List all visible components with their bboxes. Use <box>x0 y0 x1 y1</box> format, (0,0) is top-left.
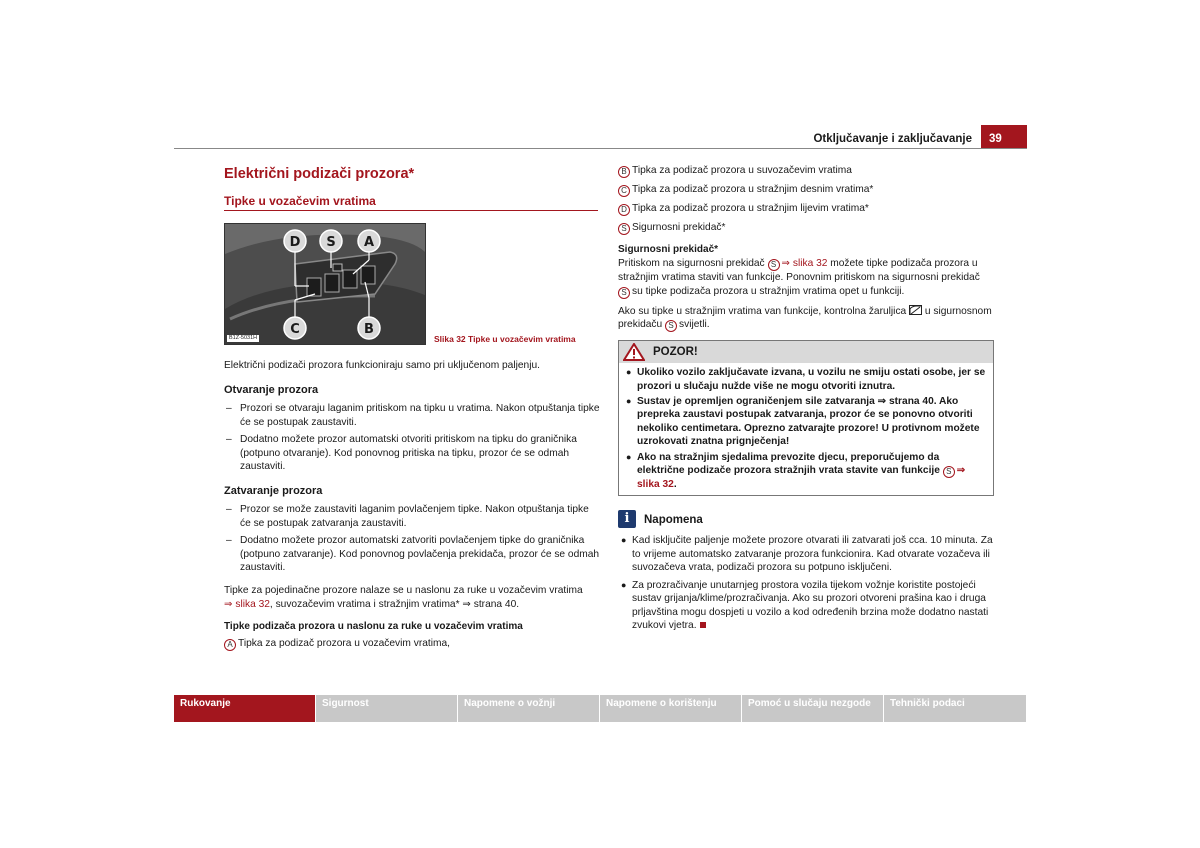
tab-rukovanje[interactable]: Rukovanje <box>174 695 316 722</box>
footer-navigation <box>174 695 1027 722</box>
armrest-heading: Tipke podizača prozora u naslonu za ruke u vozačevim vratima <box>224 621 523 633</box>
figure-label-a: A <box>363 235 375 250</box>
right-column <box>618 164 994 632</box>
safety-paragraph-1: Pritiskom na sigurnosni prekidač S ⇒ slika 32 možete tipke podizača prozora u stražnjim vratima staviti van funkcije. Ponovnim pritiskom na sigurnosni prekidač S su tipke podizača prozora u stražnjim vratima opet u funkciji. <box>618 258 980 297</box>
left-column <box>224 162 600 651</box>
figure-label-c: C <box>290 322 300 337</box>
page-number: 39 <box>981 125 1027 149</box>
warning-item: ● Sustav je opremljen ograničenjem sile zatvaranja ⇒ strana 40. Ako prepreka zaustavi postupak zatvaranja, prozor će se ponovno otvoriti nekoliko centimetara. Oprezno zatvarajte prozore! U protivnom možete uzrokovati znatna prignječenja! <box>626 396 980 448</box>
warning-box <box>618 340 994 496</box>
window-lock-indicator-icon <box>909 305 922 315</box>
tab-pomoc-u-slucaju-nezgode[interactable]: Pomoć u slučaju nezgode <box>742 695 884 722</box>
figure-link[interactable]: ⇒ slika 32 <box>224 598 270 610</box>
note-item: ● Kad isključite paljenje možete prozore otvarati ili zatvarati još cca. 10 minuta. Za to vrijeme automatsko zatvaranje prozora funkcionira. Kad otvarate vozačeva ili suvozačeva vrata, podizači prozora su potpuno isključeni. <box>621 535 993 574</box>
note-item: ● Za prozračivanje unutarnjeg prostora vozila tijekom vožnje koristite postojeći sustav grijanja/klime/prozračivanja. Ako su prozori otvoreni prašina kao i druga prljavština mogu dospjeti u vozilo a kod određenih brzina može dodatno nastati zvukovi vjetra. <box>621 579 989 631</box>
tab-napomene-o-voznji[interactable]: Napomene o vožnji <box>458 695 600 722</box>
info-icon: i <box>618 510 636 528</box>
opening-heading: Otvaranje prozora <box>224 384 319 397</box>
tab-napomene-o-koristenju[interactable]: Napomene o korištenju <box>600 695 742 722</box>
tab-tehnicki-podaci[interactable]: Tehnički podaci <box>884 695 1026 722</box>
opening-item: – Dodatno možete prozor automatski otvoriti pritiskom na tipku do graničnika (potpuno otvaranje). Kod ponovnog pritiska na tipku, prozor će se odmah zaustaviti. <box>226 434 577 473</box>
key-item-d: D Tipka za podizač prozora u stražnjim lijevim vratima* <box>618 202 994 216</box>
figure-block <box>224 223 600 345</box>
warning-triangle-icon <box>623 343 645 361</box>
figure-code: B1Z-5031H <box>229 335 258 341</box>
figure-link[interactable]: ⇒ slika 32 <box>781 258 828 270</box>
door-buttons-figure <box>224 223 426 345</box>
section-title: Električni podizači prozora* <box>224 166 415 182</box>
key-badge-a: A <box>224 639 236 651</box>
section-subtitle: Tipke u vozačevim vratima <box>224 193 598 211</box>
figure-label-s: S <box>326 235 336 250</box>
tab-sigurnost[interactable]: Sigurnost <box>316 695 458 722</box>
location-paragraph: Tipke za pojedinačne prozore nalaze se u naslonu za ruke u vozačevim vratima ⇒ slika 32, suvozačevim vratima i stražnjim vratima* ⇒ strana 40. <box>224 585 583 610</box>
warning-item: ● Ukoliko vozilo zaključavate izvana, u vozilu ne smiju ostati osobe, jer se prozori u slučaju nužde više ne mogu otvoriti iznutra. <box>626 367 986 392</box>
closing-item: – Prozor se može zaustaviti laganim povlačenjem tipke. Nakon otpuštanja tipke će se postupak zatvaranja zaustaviti. <box>226 504 589 529</box>
key-item-b: B Tipka za podizač prozora u suvozačevim vratima <box>618 164 994 178</box>
warning-title: POZOR! <box>653 346 698 359</box>
key-item-a: A Tipka za podizač prozora u vozačevim vratima, <box>224 637 600 651</box>
figure-label-d: D <box>289 235 301 250</box>
safety-paragraph-2: Ako su tipke u stražnjim vratima van funkcije, kontrolna žaruljica u sigurnosnom prekidaču S svijetli. <box>618 305 992 331</box>
chapter-title: Otključavanje i zaključavanje <box>813 133 972 145</box>
key-item-c: C Tipka za podizač prozora u stražnjim desnim vratima* <box>618 183 994 197</box>
figure-link[interactable]: ⇒ slika 32 <box>637 465 966 491</box>
note-title: Napomena <box>644 514 703 527</box>
warning-body <box>619 363 993 495</box>
figure-caption: Slika 32 Tipke u vozačevim vratima <box>434 334 576 344</box>
door-panel-illustration <box>225 224 426 345</box>
opening-item: – Prozori se otvaraju laganim pritiskom na tipku u vratima. Nakon otpuštanja tipke će se postupak zaustaviti. <box>226 403 600 428</box>
figure-label-b: B <box>364 322 374 337</box>
warning-item: ● Ako na stražnjim sjedalima prevozite djecu, preporučujemo da električne podizače prozora stražnjih vrata stavite van funkcije S ⇒ slika 32. <box>626 451 966 491</box>
intro-text: Električni podizači prozora funkcioniraju samo pri uključenom paljenju. <box>224 360 540 371</box>
end-mark <box>700 622 706 628</box>
closing-item: – Dodatno možete prozor automatski zatvoriti povlačenjem tipke do graničnika (potpuno zatvaranje). Kod ponovnog povlačenja prekidača, prozor će se odmah zaustaviti. <box>226 535 600 574</box>
warning-header <box>619 341 993 363</box>
note-body <box>618 534 994 632</box>
closing-heading: Zatvaranje prozora <box>224 485 323 498</box>
header-rule <box>174 148 1027 149</box>
safety-heading: Sigurnosni prekidač* <box>618 244 719 255</box>
key-item-s: S Sigurnosni prekidač* <box>618 221 994 235</box>
note-header <box>618 510 994 530</box>
